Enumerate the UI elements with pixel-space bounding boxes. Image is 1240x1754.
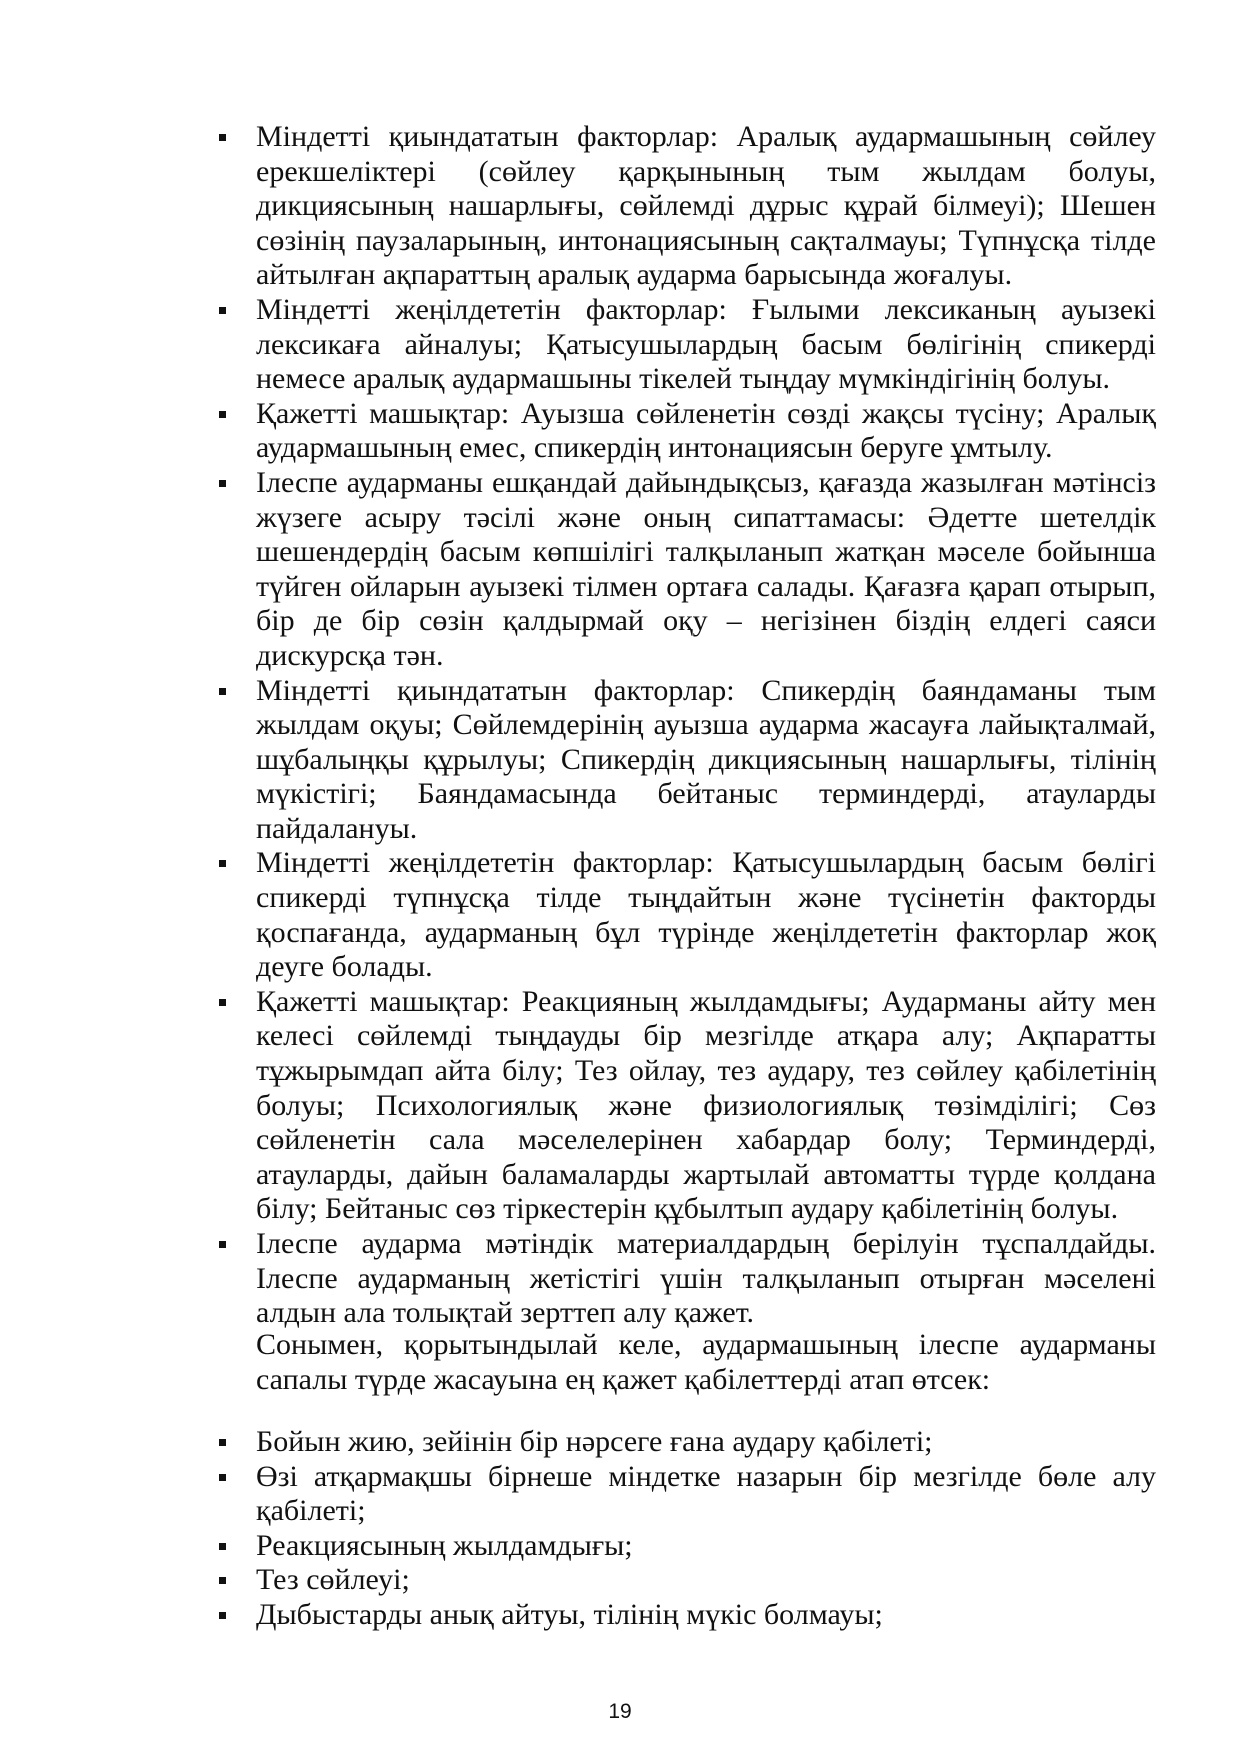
square-bullet-icon bbox=[219, 688, 226, 695]
list-item bbox=[0, 985, 1156, 1227]
bullet-list-abilities bbox=[0, 1425, 1240, 1633]
bullet-list-factors bbox=[0, 120, 1240, 1331]
list-item bbox=[0, 466, 1156, 674]
list-item bbox=[0, 674, 1156, 847]
list-item-text: Міндетті жеңілдететін факторлар: Қатысушылардың басым бөлігі спикерді түпнұсқа тілде тыңдайтын және түсінетін факторды қоспағанда, аударманың бұл түрінде жеңілдететін факторлар жоқ деуге болады. bbox=[256, 846, 1156, 984]
square-bullet-icon bbox=[219, 999, 226, 1006]
list-item-text: Қажетті машықтар: Ауызша сөйленетін сөзді жақсы түсіну; Аралық аудармашының емес, спикердің интонациясын беруге ұмтылу. bbox=[256, 396, 1156, 465]
square-bullet-icon bbox=[219, 1241, 226, 1248]
list-item-text: Дыбыстарды анық айтуы, тілінің мүкіс болмауы; bbox=[256, 1597, 883, 1631]
list-item bbox=[0, 1529, 1156, 1564]
list-item-text: Өзі атқармақшы бірнеше міндетке назарын бір мезгілде бөле алу қабілеті; bbox=[256, 1459, 1156, 1528]
square-bullet-icon bbox=[219, 307, 226, 314]
list-item-text: Міндетті қиындататын факторлар: Аралық аудармашының сөйлеу ерекшеліктері (сөйлеу қарқынының тым жылдам болуы, дикциясының нашарлығы, сөйлемді дұрыс құрай білмеуі); Шешен сөзінің паузаларының, интонациясының сақталмауы; Түпнұсқа тілде айтылған ақпараттың аралық аударма барысында жоғалуы. bbox=[256, 120, 1156, 292]
list-item bbox=[0, 846, 1156, 984]
square-bullet-icon bbox=[219, 134, 226, 141]
square-bullet-icon bbox=[219, 480, 226, 487]
list-item bbox=[0, 1563, 1156, 1598]
square-bullet-icon bbox=[219, 411, 226, 418]
list-item bbox=[0, 120, 1156, 293]
list-item-text: Міндетті қиындататын факторлар: Спикердің баяндаманы тым жылдам оқуы; Сөйлемдерінің ауызша аударма жасауға лайықталмай, шұбалыңқы құрылуы; Спикердің дикциясының нашарлығы, тілінің мүкістігі; Баяндамасында бейтаныс терминдерді, атауларды пайдалануы. bbox=[256, 673, 1156, 845]
square-bullet-icon bbox=[219, 1577, 226, 1584]
list-item-text: Ілеспе аударма мәтіндік материалдардың берілуін тұспалдайды. Ілеспе аударманың жетістігі үшін талқыланып отырған мәселені алдын ала толықтай зерттеп алу қажет. bbox=[256, 1227, 1156, 1330]
list-item-text: Қажетті машықтар: Реакцияның жылдамдығы; Аударманы айту мен келесі сөйлемді тыңдауды бір мезгілде атқара алу; Ақпаратты тұжырымдап айта білу; Тез ойлау, тез аудару, тез сөйлеу қабілетінің болуы; Психологиялық және физиологиялық төзімділігі; Сөз сөйленетін сала мәселелерінен хабардар болу; Терминдерді, атауларды, дайын баламаларды жартылай автоматты түрде қолдана білу; Бейтаныс сөз тіркестерін құбылтып аудару қабілетінің болуы. bbox=[256, 984, 1156, 1226]
square-bullet-icon bbox=[219, 1474, 226, 1481]
square-bullet-icon bbox=[219, 860, 226, 867]
list-item-text: Бойын жию, зейінін бір нәрсеге ғана аудару қабілеті; bbox=[256, 1425, 933, 1458]
page-number: 19 bbox=[608, 1700, 632, 1723]
list-item bbox=[0, 1598, 1156, 1633]
list-item bbox=[0, 397, 1156, 466]
square-bullet-icon bbox=[219, 1543, 226, 1550]
list-item-text: Реакциясының жылдамдығы; bbox=[256, 1528, 633, 1562]
list-item-text: Міндетті жеңілдететін факторлар: Ғылыми лексиканың ауызекі лексикаға айналуы; Қатысушылардың басым бөлігінің спикерді немесе аралық аудармашыны тікелей тыңдау мүмкіндігінің болуы. bbox=[256, 292, 1156, 396]
list-item-text: Тез сөйлеуі; bbox=[256, 1563, 410, 1597]
square-bullet-icon bbox=[219, 1612, 226, 1619]
list-item bbox=[0, 1227, 1156, 1331]
list-item-text: Ілеспе аударманы ешқандай дайындықсыз, қағазда жазылған мәтінсіз жүзеге асыру тәсілі және оның сипаттамасы: Әдетте шетелдік шешендердің басым көпшілігі талқыланып жатқан мәселе бойынша түйген ойларын ауызекі тілмен ортаға салады. Қағазға қарап отырып, бір де бір сөзін қалдырмай оқу – негізінен біздің елдегі саяси дискурсқа тән. bbox=[256, 465, 1156, 672]
conclusion-paragraph: Сонымен, қорытындылай келе, аудармашының ілеспе аударманы сапалы түрде жасауына ең қажет қабілеттерді атап өтсек: bbox=[256, 1328, 1156, 1396]
list-item bbox=[0, 1425, 1156, 1460]
square-bullet-icon bbox=[219, 1439, 226, 1446]
list-item bbox=[0, 1460, 1156, 1529]
list-item bbox=[0, 293, 1156, 397]
